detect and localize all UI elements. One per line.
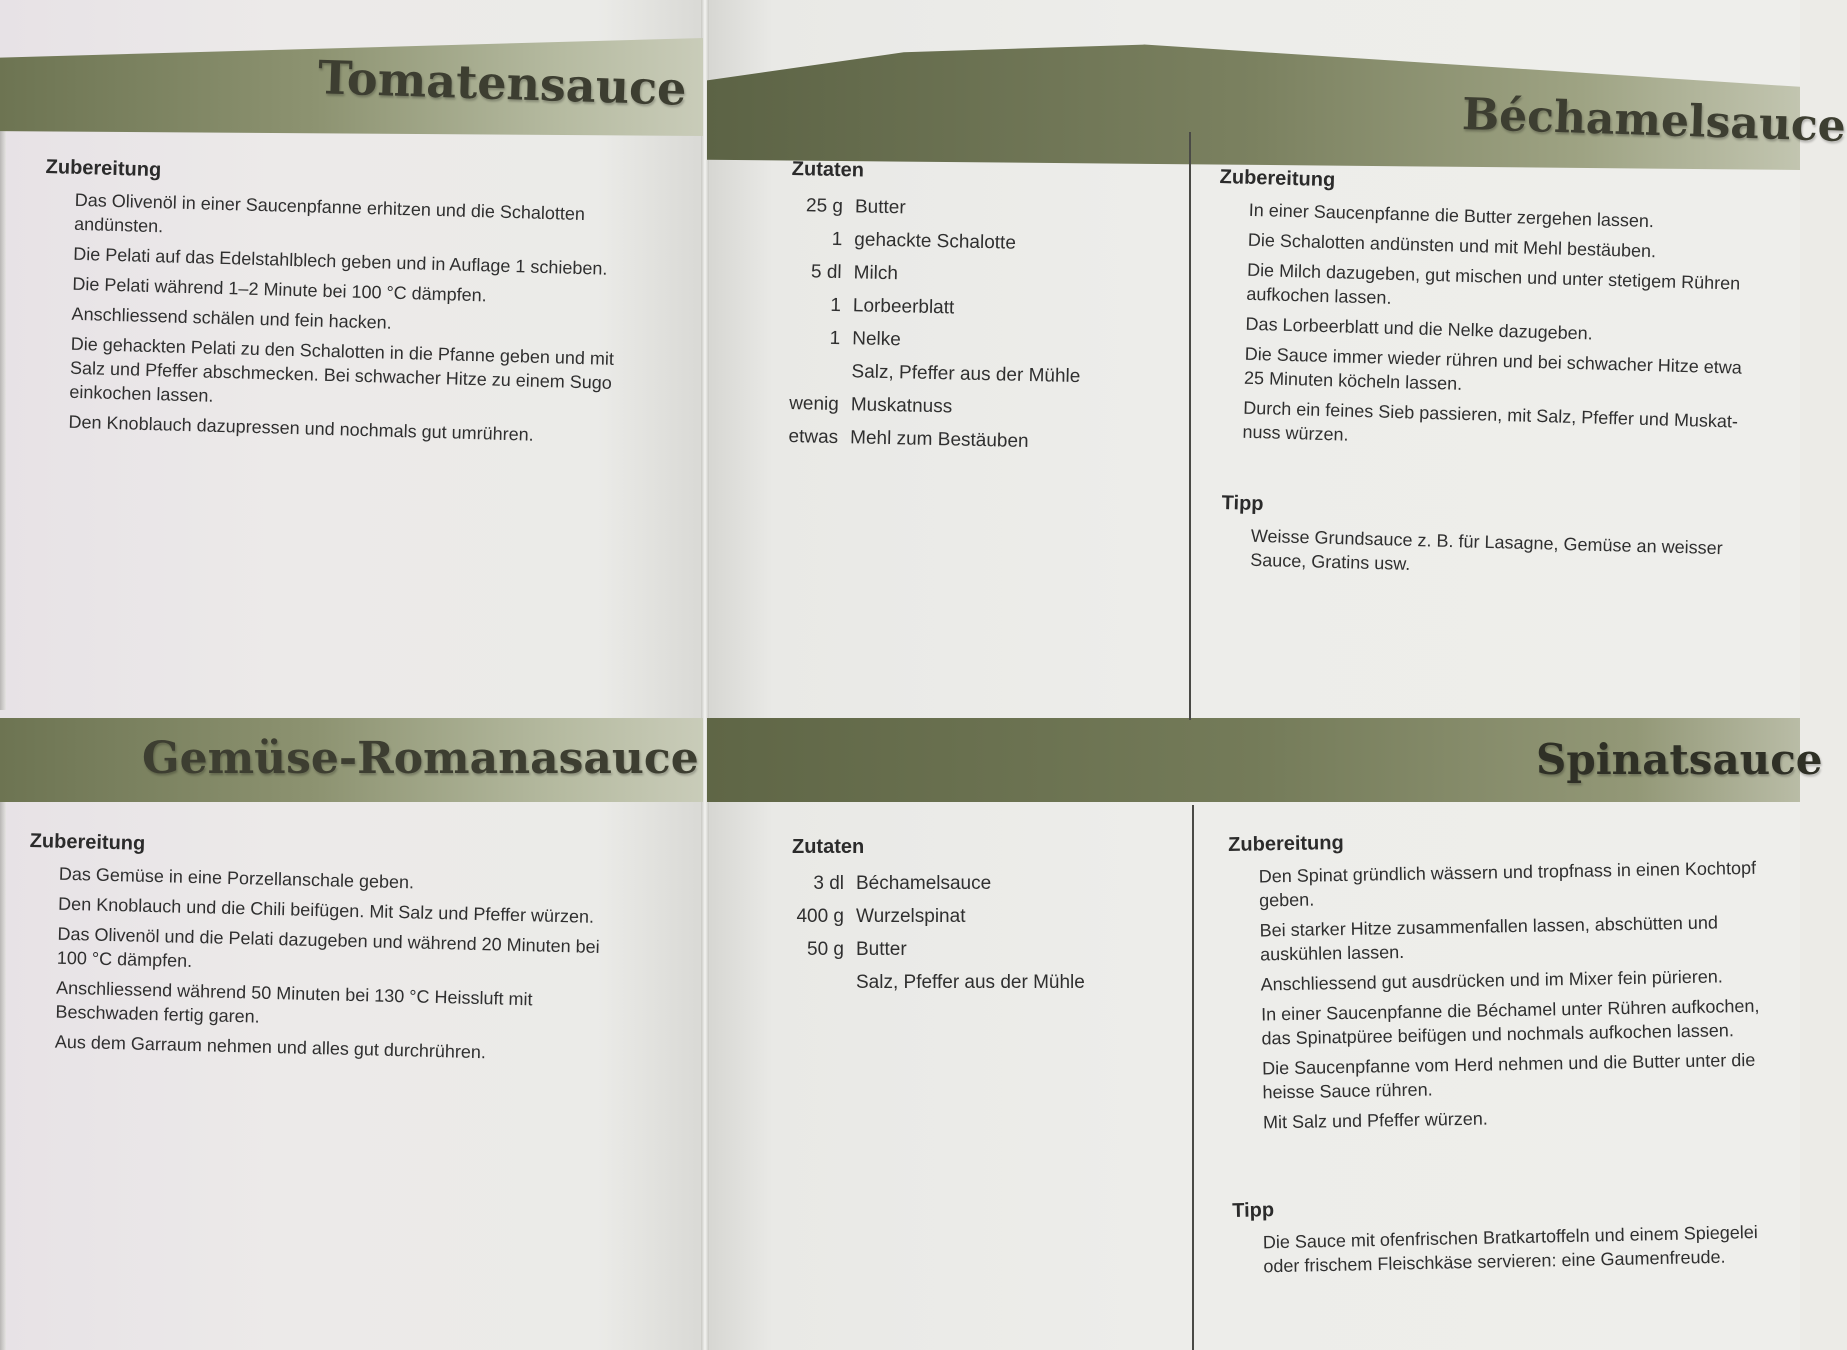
ingredient-item: Nelke (852, 327, 902, 350)
page-edge-top (0, 130, 6, 710)
step: Das Gemüse in eine Porzellanschale geben. (58, 863, 415, 893)
section-heading: Zubereitung (29, 830, 146, 855)
step: In einer Saucenpfanne die Béchamel unter Rühren aufkochen, das Spinatpüree beifügen und nochmals aufkochen lassen. (1260, 995, 1760, 1049)
ingredients-table (792, 867, 1091, 999)
ingredient-qty: 25 g (805, 194, 844, 217)
recipe-title-tomatensauce: Tomatensauce (317, 50, 688, 116)
spinatsauce-zutaten (792, 836, 1152, 999)
ingredient-item: Salz, Pfeffer aus der Mühle (851, 360, 1081, 387)
section-heading: Zubereitung (45, 156, 162, 182)
section-heading: Zubereitung (1219, 166, 1336, 192)
bechamelsauce-tipp (1220, 492, 1762, 591)
recipe-title-gemuse-romanasauce: Gemüse-Romanasauce (142, 733, 699, 784)
ingredients-table (786, 189, 1090, 459)
page-edge-bottom (0, 800, 6, 1350)
gemuse-romanasauce-zubereitung (24, 830, 629, 1074)
section-heading: Tipp (1221, 492, 1264, 516)
ingredient-item: Béchamelsauce (856, 872, 992, 894)
ingredient-qty: 1 (831, 228, 843, 250)
ingredient-item: Muskatnuss (850, 393, 953, 417)
book-gutter (701, 0, 709, 1350)
column-divider-spinat (1192, 805, 1194, 1350)
step: Den Spinat gründlich wässern und tropfnass in einen Kochtopf geben. (1258, 857, 1757, 911)
ingredient-qty: 400 g (796, 905, 844, 927)
ingredient-item: Butter (854, 195, 906, 218)
step: Den Knoblauch dazupressen und nochmals gut umrühren. (68, 411, 534, 445)
ingredient-qty (787, 354, 852, 388)
ingredient-item: Milch (853, 261, 899, 284)
step: Die gehackten Pelati zu den Schalotten in die Pfanne geben und mit Salz und Pfeffer abschmecken. Bei schwacher Hitze zu einem Sugo einkochen lassen. (69, 333, 615, 406)
spinatsauce-zubereitung (1228, 825, 1773, 1141)
ingredient-qty (792, 966, 856, 999)
ingredient-qty: 1 (829, 327, 841, 349)
step: Die Milch dazugeben, gut mischen und unter stetigem Rühren aufkochen lassen. (1246, 259, 1741, 308)
ingredient-item: Wurzelspinat (856, 905, 966, 927)
step: Die Sauce immer wieder rühren und bei schwacher Hitze etwa 25 Minuten köcheln lassen. (1243, 343, 1743, 394)
recipe-title-spinatsauce: Spinatsauce (1536, 735, 1823, 784)
step: In einer Saucenpfanne die Butter zergehen lassen. (1248, 199, 1655, 232)
ingredient-qty: etwas (788, 425, 839, 448)
step: Anschliessend schälen und fein hacken. (71, 303, 392, 333)
ingredient-row (786, 420, 1085, 459)
ingredient-row (792, 900, 1091, 933)
step: Bei starker Hitze zusammenfallen lassen, abschütten und auskühlen lassen. (1259, 912, 1719, 965)
step: Mit Salz und Pfeffer würzen. (1262, 1108, 1488, 1133)
tipp-text: Die Sauce mit ofenfrischen Bratkartoffeln und einem Spiegelei oder frischem Fleischkäse servieren: eine Gaumenfreude. (1262, 1221, 1758, 1277)
step: Die Pelati während 1–2 Minute bei 100 °C dämpfen. (72, 273, 488, 306)
section-heading: Tipp (1232, 1199, 1275, 1222)
ingredient-item: Butter (856, 938, 907, 960)
column-divider-bechamel (1189, 132, 1191, 720)
step: Den Knoblauch und die Chili beifügen. Mit Salz und Pfeffer würzen. (57, 893, 595, 927)
step: Aus dem Garraum nehmen und alles gut durchrühren. (54, 1031, 487, 1063)
ingredient-item: Salz, Pfeffer aus der Mühle (856, 971, 1085, 993)
section-heading: Zutaten (792, 836, 865, 858)
ingredient-qty: wenig (788, 392, 840, 415)
ingredient-qty: 50 g (807, 938, 844, 960)
ingredient-item: gehackte Schalotte (854, 228, 1017, 254)
step: Anschliessend während 50 Minuten bei 130 °C Heissluft mit Beschwaden fertig garen. (55, 977, 533, 1027)
section-heading: Zutaten (791, 158, 865, 182)
ingredient-item: Mehl zum Bestäuben (849, 426, 1029, 452)
ingredient-row (792, 933, 1091, 966)
step: Das Lorbeerblatt und die Nelke dazugeben. (1245, 313, 1593, 344)
spinatsauce-tipp (1232, 1189, 1774, 1285)
step: Das Olivenöl in einer Saucenpfanne erhitzen und die Schalotten andünsten. (73, 189, 586, 237)
bechamelsauce-zubereitung (1212, 166, 1760, 464)
recipe-title-bechamelsauce: Béchamelsauce (1461, 88, 1847, 153)
ingredient-qty: 5 dl (810, 260, 842, 283)
bechamelsauce-zutaten (786, 158, 1152, 460)
ingredient-row (792, 867, 1091, 900)
step: Die Saucenpfanne vom Herd nehmen und die Butter unter die heisse Sauce rühren. (1261, 1049, 1756, 1103)
step: Anschliessend gut ausdrücken und im Mixer fein pürieren. (1260, 966, 1723, 995)
ingredient-row (792, 966, 1091, 999)
step: Die Pelati auf das Edelstahlblech geben und in Auflage 1 schieben. (73, 243, 608, 279)
ingredient-qty: 3 dl (813, 872, 844, 894)
ingredient-item: Lorbeerblatt (852, 294, 955, 318)
step: Das Olivenöl und die Pelati dazugeben und während 20 Minuten bei 100 °C dämpfen. (56, 923, 600, 971)
ingredient-qty: 1 (830, 294, 842, 316)
step: Die Schalotten andünsten und mit Mehl bestäuben. (1247, 229, 1657, 262)
step: Durch ein feines Sieb passieren, mit Salz, Pfeffer und Muskat-nuss würzen. (1242, 397, 1739, 445)
tomatensauce-zubereitung (38, 156, 646, 456)
tipp-text: Weisse Grundsauce z. B. für Lasagne, Gemüse an weisser Sauce, Gratins usw. (1249, 525, 1723, 574)
section-heading: Zubereitung (1228, 831, 1344, 856)
